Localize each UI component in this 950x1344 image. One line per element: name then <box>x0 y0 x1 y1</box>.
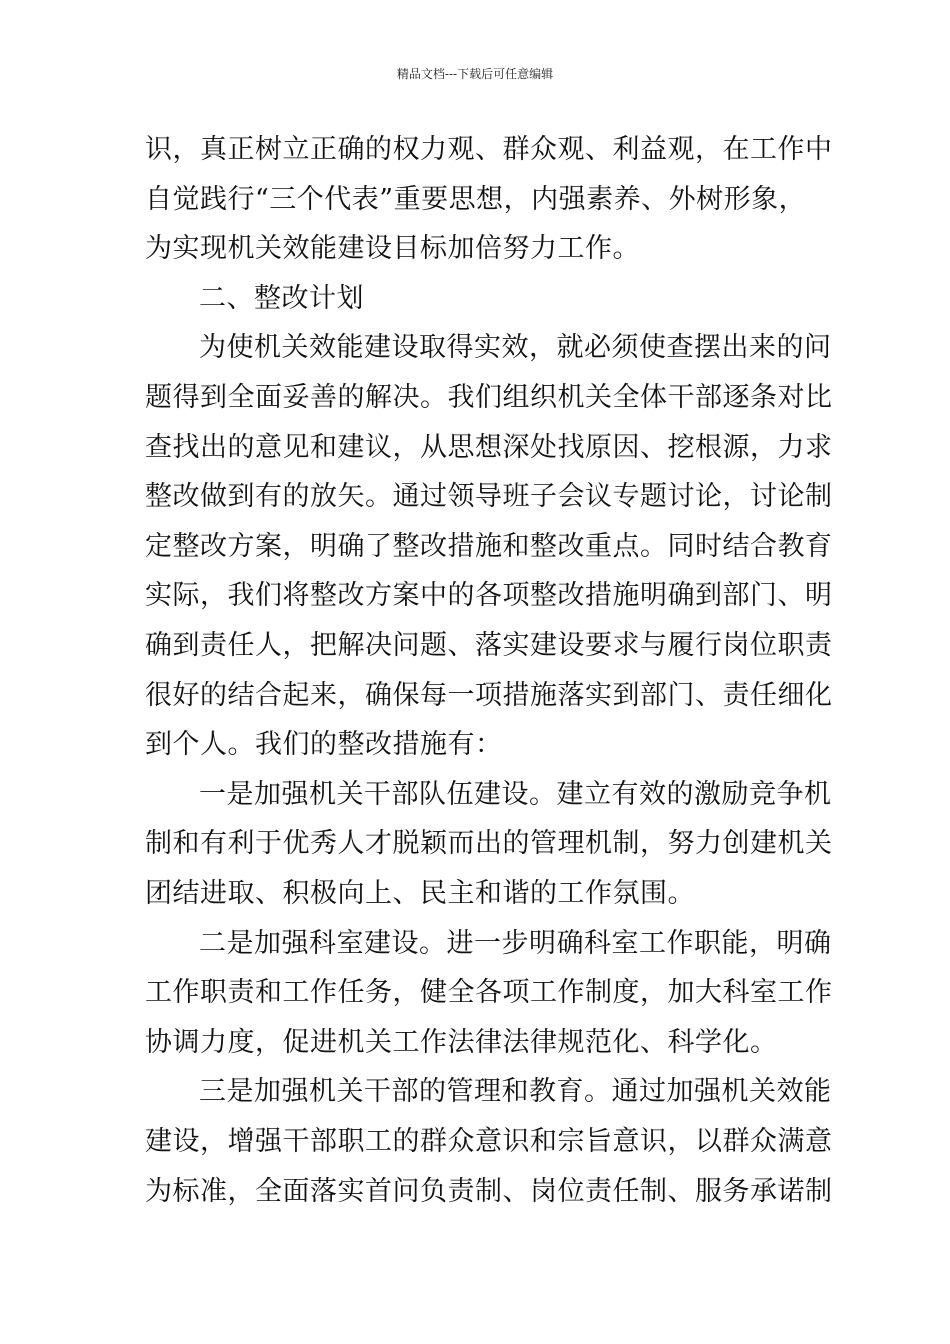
text-line: 三是加强机关干部的管理和教育。通过加强机关效能 <box>199 1076 832 1107</box>
text-line: 实际，我们将整改方案中的各项整改措施明确到部门、明 <box>145 580 833 611</box>
text-line: 定整改方案，明确了整改措施和整改重点。同时结合教育 <box>145 531 833 562</box>
text-line: 二是加强科室建设。进一步明确科室工作职能，明确 <box>199 928 832 959</box>
text-line: 确到责任人，把解决问题、落实建设要求与履行岗位职责 <box>145 630 833 661</box>
text-line: 为标准，全面落实首问负责制、岗位责任制、服务承诺制 <box>145 1176 833 1207</box>
section-heading: 二、整改计划 <box>199 283 364 314</box>
page-header: 精品文档---下载后可任意编辑 <box>396 67 554 81</box>
text-line: 为使机关效能建设取得实效，就必须使查摆出来的问 <box>199 332 832 363</box>
text-line: 制和有利于优秀人才脱颖而出的管理机制，努力创建机关 <box>145 828 833 859</box>
text-line: 很好的结合起来，确保每一项措施落实到部门、责任细化 <box>145 680 833 711</box>
text-line: 为实现机关效能建设目标加倍努力工作。 <box>145 233 640 264</box>
text-line: 查找出的意见和建议，从思想深处找原因、挖根源，力求 <box>145 432 833 463</box>
text-line: 工作职责和工作任务，健全各项工作制度，加大科室工作 <box>145 977 833 1008</box>
text-line: 建设，增强干部职工的群众意识和宗旨意识，以群众满意 <box>145 1126 833 1157</box>
text-line: 整改做到有的放矢。通过领导班子会议专题讨论，讨论制 <box>145 481 833 512</box>
text-line: 一是加强机关干部队伍建设。建立有效的激励竞争机 <box>199 779 832 810</box>
text-line: 团结进取、积极向上、民主和谐的工作氛围。 <box>145 878 695 909</box>
text-line: 自觉践行“三个代表”重要思想，内强素养、外树形象， <box>145 184 807 215</box>
text-line: 协调力度，促进机关工作法律法律规范化、科学化。 <box>145 1027 778 1058</box>
text-line: 题得到全面妥善的解决。我们组织机关全体干部逐条对比 <box>145 382 833 413</box>
text-line: 识，真正树立正确的权力观、群众观、利益观，在工作中 <box>145 134 833 165</box>
text-line: 到个人。我们的整改措施有： <box>145 729 503 760</box>
